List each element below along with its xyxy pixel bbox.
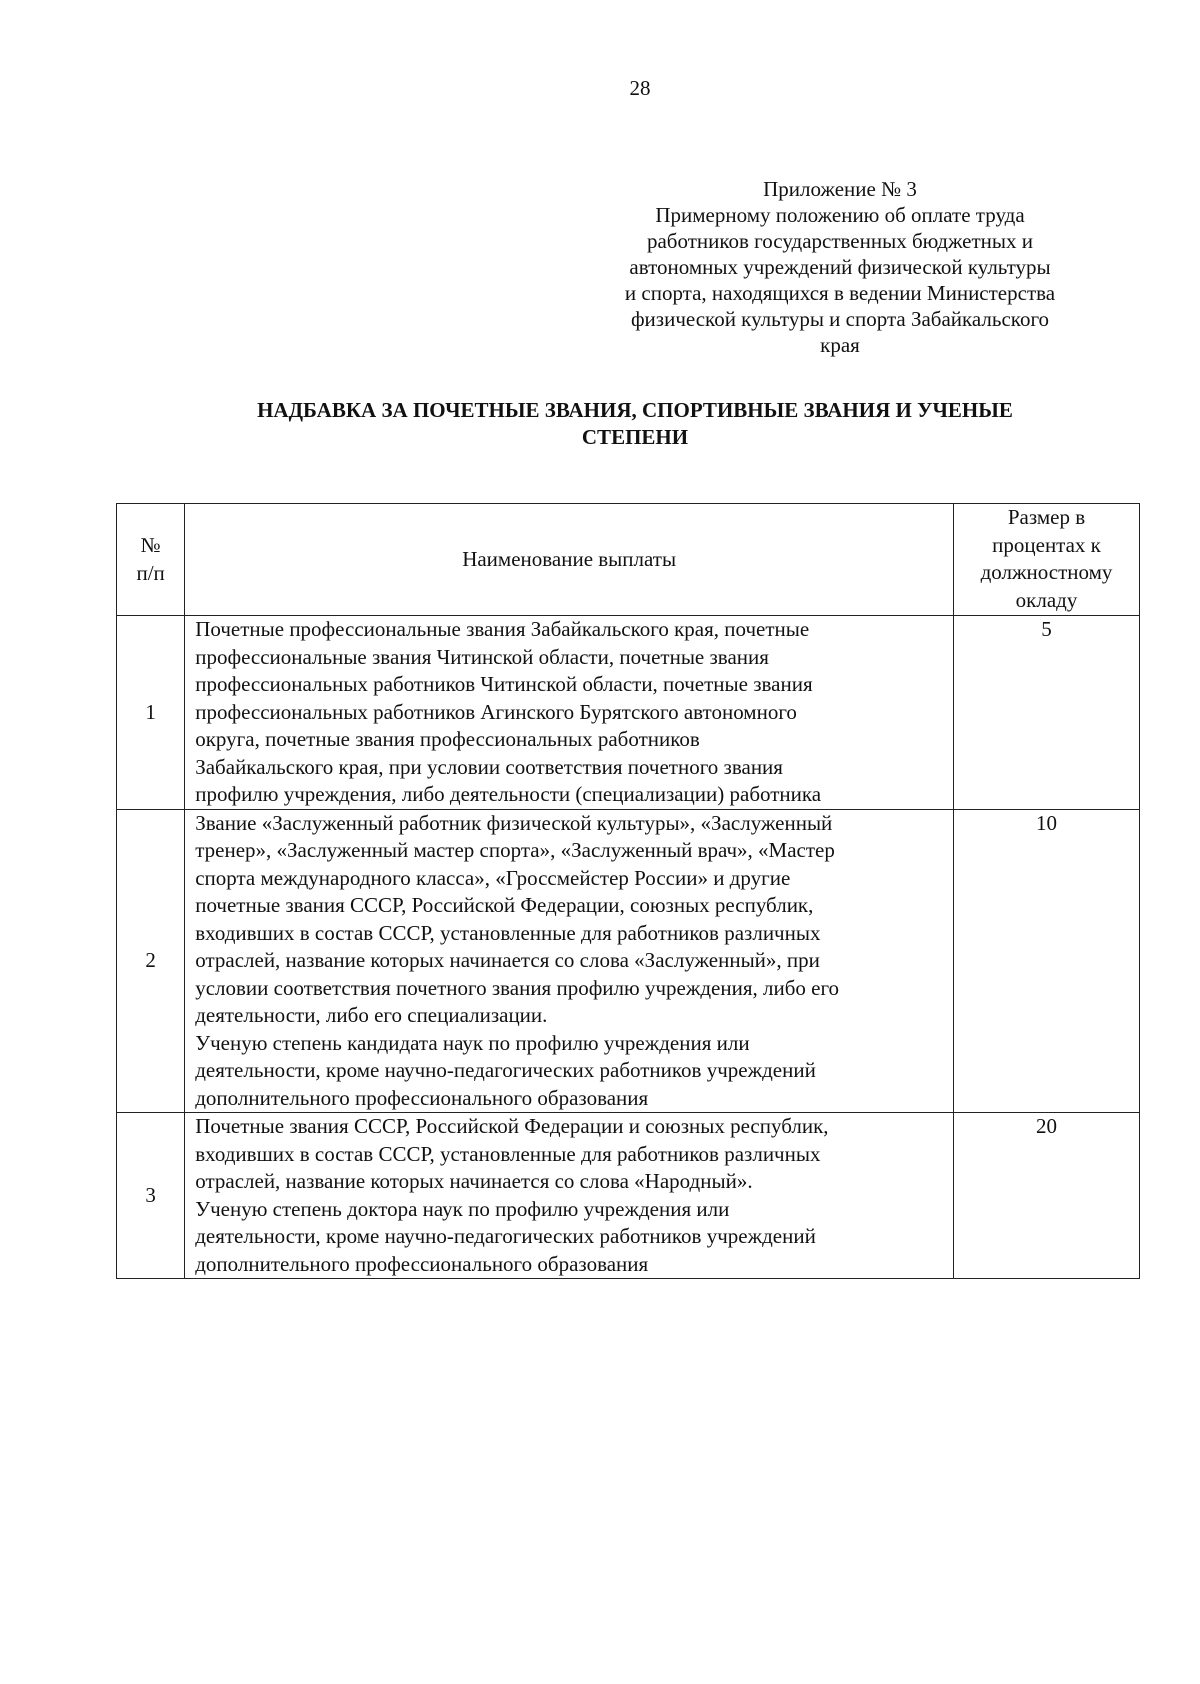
row-text-line: входивших в состав СССР, установленные для работников различных (195, 1141, 821, 1166)
header-percent-line: должностному (980, 560, 1113, 584)
row-number: 3 (117, 1113, 185, 1279)
row-text-line: Звание «Заслуженный работник физической культуры», «Заслуженный (195, 810, 833, 835)
table-row (117, 809, 1140, 1113)
row-text-line: входивших в состав СССР, установленные для работников различных (195, 920, 821, 945)
row-text-line: дополнительного профессионального образования (195, 1251, 649, 1276)
appendix-line: Приложение № 3 (763, 177, 917, 201)
table-row (117, 1113, 1140, 1279)
row-number: 2 (117, 809, 185, 1113)
appendix-line: работников государственных бюджетных и (646, 229, 1034, 253)
header-payment-name: Наименование выплаты (185, 504, 954, 616)
header-percent-line: окладу (1015, 587, 1078, 612)
allowance-table (116, 503, 1140, 1279)
header-percent (954, 504, 1140, 616)
appendix-line: и спорта, находящихся в ведении Министерства (624, 281, 1056, 305)
header-number-line: № (140, 533, 161, 557)
appendix-line: Примерному положению об оплате труда (655, 203, 1025, 227)
row-text-line: Почетные звания СССР, Российской Федерации и союзных республик, (195, 1114, 829, 1138)
table-header-row (117, 504, 1140, 616)
header-number-line: п/п (136, 560, 165, 585)
table-row (117, 616, 1140, 810)
row-text-line: дополнительного профессионального образования (195, 1085, 649, 1110)
row-percent: 10 (954, 809, 1140, 1113)
row-text-line: отраслей, название которых начинается со слова «Народный». (195, 1169, 753, 1193)
row-payment-name (185, 616, 954, 810)
title-line: СТЕПЕНИ (581, 425, 689, 449)
row-text-line: профессиональных работников Читинской области, почетные звания (195, 672, 813, 696)
appendix-line: автономных учреждений физической культуры (629, 255, 1051, 279)
row-text-line: деятельности, либо его специализации. (195, 1003, 548, 1027)
header-percent-line: Размер в (1007, 505, 1086, 529)
row-payment-name (185, 809, 954, 1113)
appendix-line: края (820, 333, 860, 357)
row-text-line: спорта международного класса», «Гроссмейстер России» и другие (195, 865, 791, 890)
row-text-line: Ученую степень кандидата наук по профилю учреждения или (195, 1030, 750, 1055)
appendix-heading (590, 176, 1090, 358)
header-percent-line: процентах к (992, 532, 1101, 557)
document-title (150, 397, 1120, 451)
header-number (117, 504, 185, 616)
row-text-line: условии соответствия почетного звания профилю учреждения, либо его (195, 975, 840, 1000)
row-text-line: отраслей, название которых начинается со слова «Заслуженный», при (195, 948, 820, 972)
appendix-line: физической культуры и спорта Забайкальского (630, 307, 1050, 331)
row-text-line: округа, почетные звания профессиональных работников (195, 727, 700, 751)
row-text-line: тренер», «Заслуженный мастер спорта», «Заслуженный врач», «Мастер (195, 838, 835, 862)
row-text-line: профилю учреждения, либо деятельности (специализации) работника (195, 782, 822, 806)
row-text-line: Забайкальского края, при условии соответствия почетного звания (195, 754, 783, 779)
row-text-line: профессиональные звания Читинской области, почетные звания (195, 644, 769, 669)
page-number: 28 (629, 76, 651, 100)
row-text-line: Почетные профессиональные звания Забайкальского края, почетные (195, 617, 810, 641)
row-text-line: деятельности, кроме научно-педагогических работников учреждений (195, 1058, 816, 1082)
row-payment-name (185, 1113, 954, 1279)
title-line: НАДБАВКА ЗА ПОЧЕТНЫЕ ЗВАНИЯ, СПОРТИВНЫЕ ЗВАНИЯ И УЧЕНЫЕ (257, 398, 1013, 422)
row-text-line: профессиональных работников Агинского Бурятского автономного (195, 699, 797, 724)
row-text-line: Ученую степень доктора наук по профилю учреждения или (195, 1196, 730, 1221)
row-text-line: почетные звания СССР, Российской Федерации, союзных республик, (195, 893, 814, 917)
row-number: 1 (117, 616, 185, 810)
row-percent: 5 (954, 616, 1140, 810)
row-text-line: деятельности, кроме научно-педагогических работников учреждений (195, 1224, 816, 1248)
row-percent: 20 (954, 1113, 1140, 1279)
